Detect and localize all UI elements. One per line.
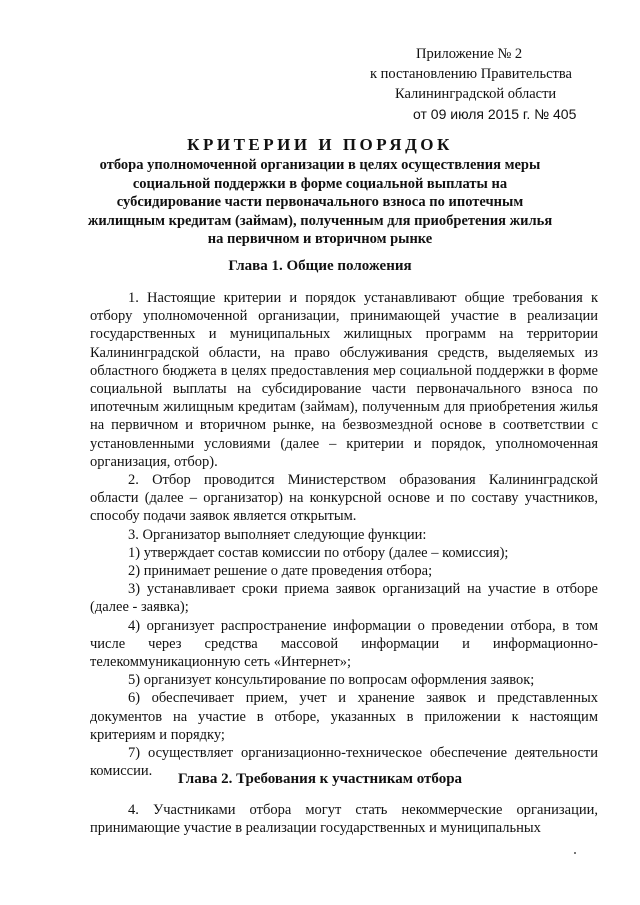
- chapter-2-body: [90, 801, 598, 837]
- chapter-2-heading: Глава 2. Требования к участникам отбора: [177, 771, 463, 787]
- paragraph: 3) устанавливает сроки приема заявок организаций на участие в отборе (далее - заявка);: [90, 581, 598, 616]
- appendix-number: Приложение № 2: [416, 46, 523, 62]
- paragraph: 4. Участниками отбора могут стать некоммерческие организации, принимающие участие в реализации государственных и муниципальных: [90, 802, 598, 837]
- paragraph: 4) организует распространение информации о проведении отбора, в том числе через средства массовой информации и информационно-телекоммуникационную сеть «Интернет»;: [90, 617, 598, 671]
- appendix-header: [370, 44, 620, 124]
- document-title: [80, 134, 560, 249]
- paragraph: 5) организует консультирование по вопросам оформления заявок;: [128, 672, 535, 689]
- chapter-1-body: [90, 289, 598, 780]
- title-main: КРИТЕРИИ И ПОРЯДОК: [187, 135, 453, 154]
- appendix-date: от 09 июля 2015 г. № 405: [413, 106, 577, 122]
- title-subtitle: отбора уполномоченной организации в целях осуществления меры социальной поддержки в форме социальной выплаты на субсидирование части первоначального взноса по ипотечным жилищным кредитам (займам), полученным для приобретения жилья на первичном и вторичном рынке: [87, 157, 553, 247]
- appendix-resolution: к постановлению Правительства: [370, 66, 572, 82]
- paragraph: 1. Настоящие критерии и порядок устанавливают общие требования к отбору уполномоченной организации, принимающей участие в реализации государственных и муниципальных жилищных программ на территории Калининградской области, на право обслуживания средств, выделяемых из областного бюджета в целях предоставления мер социальной поддержки в форме социальной выплаты на субсидирование части первоначального взноса по ипотечным жилищным кредитам (займам), полученным для приобретения жилья на первичном и вторичном рынке, на безвозмездной основе в соответствии с установленными условиями (далее – критерии и порядок, уполномоченная организация, отбор).: [90, 290, 598, 470]
- scan-dot: [574, 852, 576, 854]
- paragraph: 2) принимает решение о дате проведения отбора;: [128, 563, 433, 580]
- paragraph: 7) осуществляет организационно-техническое обеспечение деятельности комиссии.: [90, 745, 598, 780]
- paragraph: 6) обеспечивает прием, учет и хранение заявок и представленных документов на участие в отборе, указанных в приложении к настоящим критериям и порядку;: [90, 690, 598, 743]
- paragraph: 2. Отбор проводится Министерством образования Калининградской области (далее – организатор) на конкурсной основе и по составу участников, способу подачи заявок является открытым.: [90, 472, 598, 525]
- paragraph: 1) утверждает состав комиссии по отбору (далее – комиссия);: [128, 544, 509, 561]
- chapter-1-heading: Глава 1. Общие положения: [228, 258, 412, 274]
- paragraph: 3. Организатор выполняет следующие функции:: [128, 526, 427, 543]
- appendix-region: Калининградской области: [395, 86, 557, 102]
